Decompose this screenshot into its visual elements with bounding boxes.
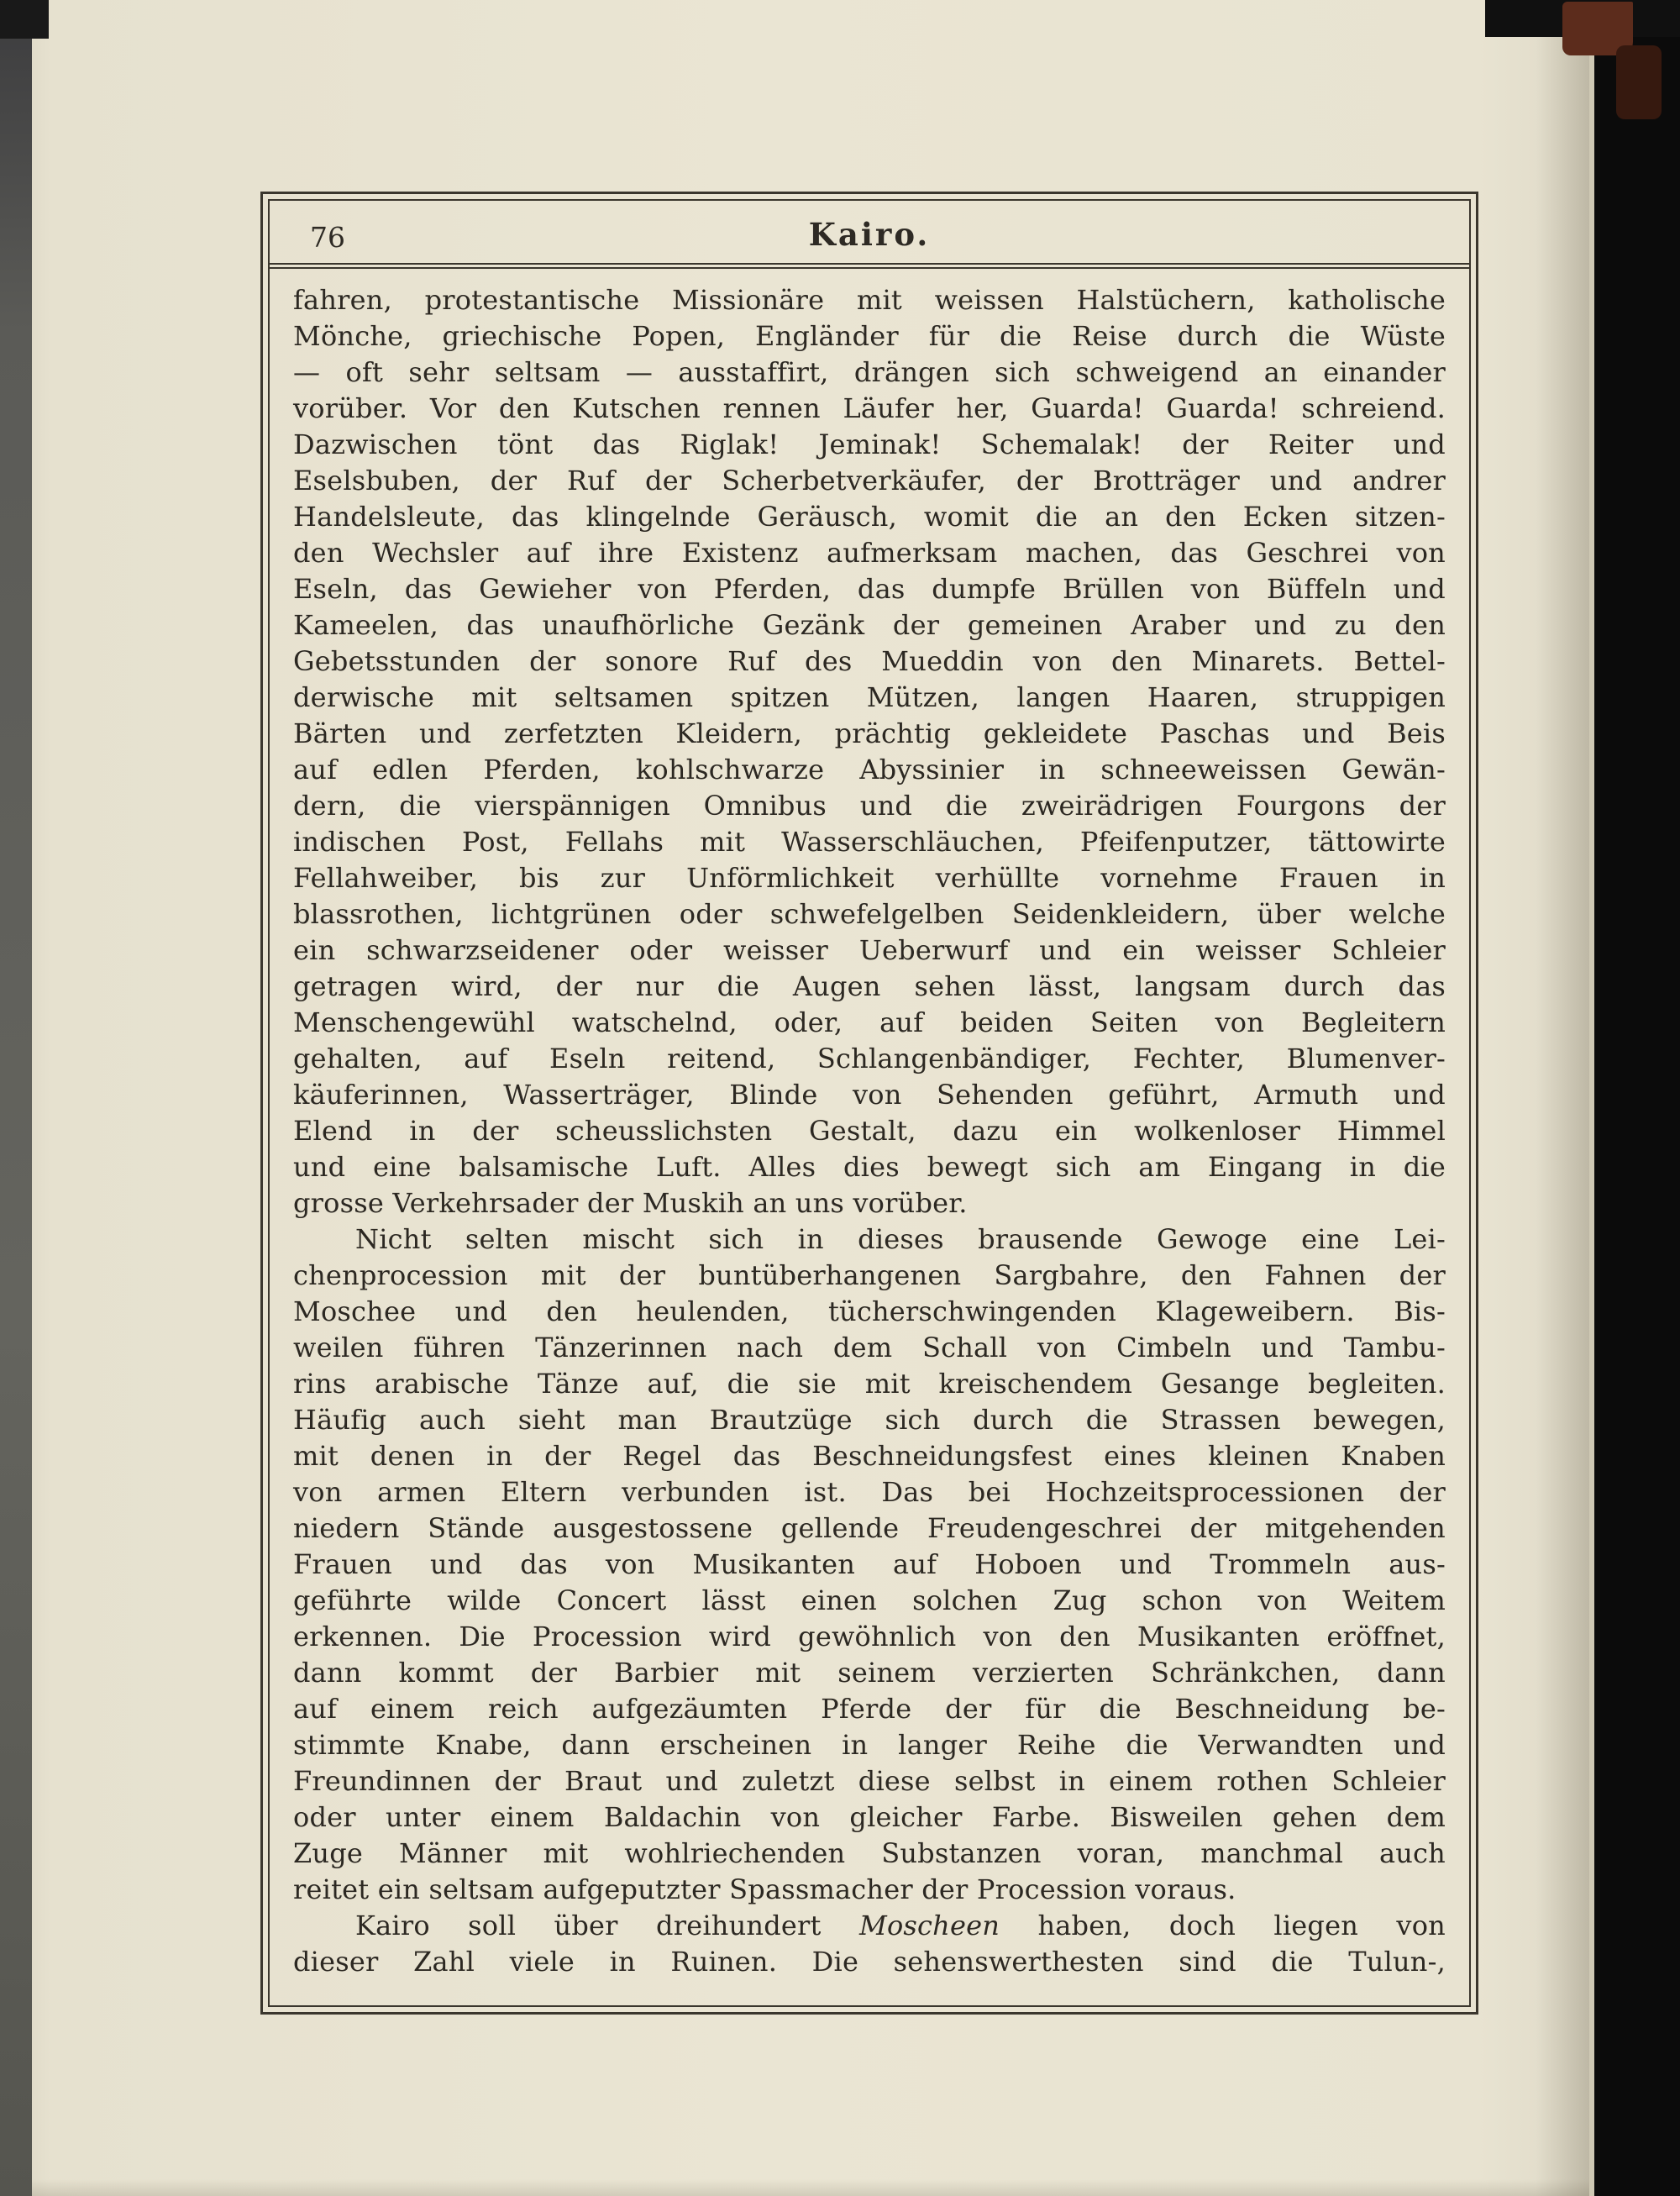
text-line: dann kommt der Barbier mit seinem verzierten Schränkchen, dann xyxy=(293,1657,1446,1689)
text-line: rins arabische Tänze auf, die sie mit kreischendem Gesange begleiten. xyxy=(293,1368,1446,1400)
text-line: von armen Eltern verbunden ist. Das bei Hochzeitsprocessionen der xyxy=(293,1476,1446,1508)
text-line: Kameelen, das unaufhörliche Gezänk der gemeinen Araber und zu den xyxy=(293,609,1446,641)
text-frame xyxy=(260,192,1478,2015)
text-line: erkennen. Die Procession wird gewöhnlich von den Musikanten eröffnet, xyxy=(293,1621,1446,1652)
page-header xyxy=(270,201,1469,263)
text-line: stimmte Knabe, dann erscheinen in langer Reihe die Verwandten und xyxy=(293,1729,1446,1761)
text-line: Fellahweiber, bis zur Unförmlichkeit verhüllte vornehme Frauen in xyxy=(293,862,1446,894)
text-line: dern, die vierspännigen Omnibus und die zweirädrigen Fourgons der xyxy=(293,790,1446,822)
text-line: Gebetsstunden der sonore Ruf des Mueddin von den Minarets. Bettel- xyxy=(293,645,1446,677)
text-line: Häufig auch sieht man Brautzüge sich durch die Strassen bewegen, xyxy=(293,1404,1446,1436)
header-divider xyxy=(270,263,1469,269)
text-line: Mönche, griechische Popen, Engländer für die Reise durch die Wüste xyxy=(293,320,1446,352)
text-line: reitet ein seltsam aufgeputzter Spassmacher der Procession voraus. xyxy=(293,1873,1236,1905)
text-line: niedern Stände ausgestossene gellende Freudengeschrei der mitgehenden xyxy=(293,1512,1446,1544)
text-line: Zuge Männer mit wohlriechenden Substanzen voran, manchmal auch xyxy=(293,1837,1446,1869)
text-line: Bärten und zerfetzten Kleidern, prächtig gekleidete Paschas und Beis xyxy=(293,717,1446,749)
text-line: dieser Zahl viele in Ruinen. Die sehenswerthesten sind die Tulun-, xyxy=(293,1946,1446,1978)
text-line: Frauen und das von Musikanten auf Hoboen und Trommeln aus- xyxy=(293,1548,1446,1580)
scan-left-edge xyxy=(0,0,32,2196)
text-line: derwische mit seltsamen spitzen Mützen, langen Haaren, struppigen xyxy=(293,681,1446,713)
text-line: Eseln, das Gewieher von Pferden, das dumpfe Brüllen von Büffeln und xyxy=(293,573,1446,605)
text-line: Moschee und den heulenden, tücherschwingenden Klageweibern. Bis- xyxy=(293,1295,1446,1327)
text-line: vorüber. Vor den Kutschen rennen Läufer her, Guarda! Guarda! schreiend. xyxy=(293,392,1446,424)
text-line: grosse Verkehrsader der Muskih an uns vorüber. xyxy=(293,1187,968,1219)
text-line: Freundinnen der Braut und zuletzt diese selbst in einem rothen Schleier xyxy=(293,1765,1446,1797)
text-line: indischen Post, Fellahs mit Wasserschläuchen, Pfeifenputzer, tättowirte xyxy=(293,826,1446,858)
book-spine-edge xyxy=(1594,0,1680,2196)
text-line: Nicht selten mischt sich in dieses brausende Gewoge eine Lei- xyxy=(355,1223,1446,1255)
text-line: Dazwischen tönt das Riglak! Jeminak! Schemalak! der Reiter und xyxy=(293,428,1446,460)
text-line: Menschengewühl watschelnd, oder, auf beiden Seiten von Begleitern xyxy=(293,1006,1446,1038)
text-line: käuferinnen, Wasserträger, Blinde von Sehenden geführt, Armuth und xyxy=(293,1079,1446,1111)
page-number: 76 xyxy=(310,221,345,254)
spine-stain-small xyxy=(1616,45,1662,119)
text-line: Kairo soll über dreihundert Moscheen haben, doch liegen von xyxy=(355,1910,1446,1941)
text-line: Eselsbuben, der Ruf der Scherbetverkäufer, der Brotträger und andrer xyxy=(293,465,1446,496)
text-line: auf einem reich aufgezäumten Pferde der für die Beschneidung be- xyxy=(293,1693,1446,1725)
text-line: den Wechsler auf ihre Existenz aufmerksam machen, das Geschrei von xyxy=(293,537,1446,569)
text-line: auf edlen Pferden, kohlschwarze Abyssinier in schneeweissen Gewän- xyxy=(293,754,1446,785)
text-line: chenprocession mit der buntüberhangenen Sargbahre, den Fahnen der xyxy=(293,1259,1446,1291)
text-line: fahren, protestantische Missionäre mit weissen Halstüchern, katholische xyxy=(293,284,1446,316)
text-line: oder unter einem Baldachin von gleicher Farbe. Bisweilen gehen dem xyxy=(293,1801,1446,1833)
scan-top-left-corner xyxy=(0,0,49,39)
page-curl-shadow xyxy=(1536,0,1589,2196)
page-bottom-shadow xyxy=(32,2179,1594,2196)
text-line: blassrothen, lichtgrünen oder schwefelgelben Seidenkleidern, über welche xyxy=(293,898,1446,930)
page-title: Kairo. xyxy=(808,216,931,253)
text-line: weilen führen Tänzerinnen nach dem Schall von Cimbeln und Tambu- xyxy=(293,1332,1446,1363)
text-line: ein schwarzseidener oder weisser Ueberwurf und ein weisser Schleier xyxy=(293,934,1446,966)
page-body xyxy=(270,269,1469,2005)
text-frame-inner xyxy=(268,199,1471,2007)
text-line: getragen wird, der nur die Augen sehen lässt, langsam durch das xyxy=(293,970,1446,1002)
text-line: gehalten, auf Eseln reitend, Schlangenbändiger, Fechter, Blumenver- xyxy=(293,1043,1446,1074)
text-line: Elend in der scheusslichsten Gestalt, dazu ein wolkenloser Himmel xyxy=(293,1115,1446,1147)
text-line: geführte wilde Concert lässt einen solchen Zug schon von Weitem xyxy=(293,1584,1446,1616)
text-line: — oft sehr seltsam — ausstaffirt, drängen sich schweigend an einander xyxy=(293,356,1446,388)
text-line: mit denen in der Regel das Beschneidungsfest eines kleinen Knaben xyxy=(293,1440,1446,1472)
text-line: Handelsleute, das klingelnde Geräusch, womit die an den Ecken sitzen- xyxy=(293,501,1446,533)
text-line: und eine balsamische Luft. Alles dies bewegt sich am Eingang in die xyxy=(293,1151,1446,1183)
